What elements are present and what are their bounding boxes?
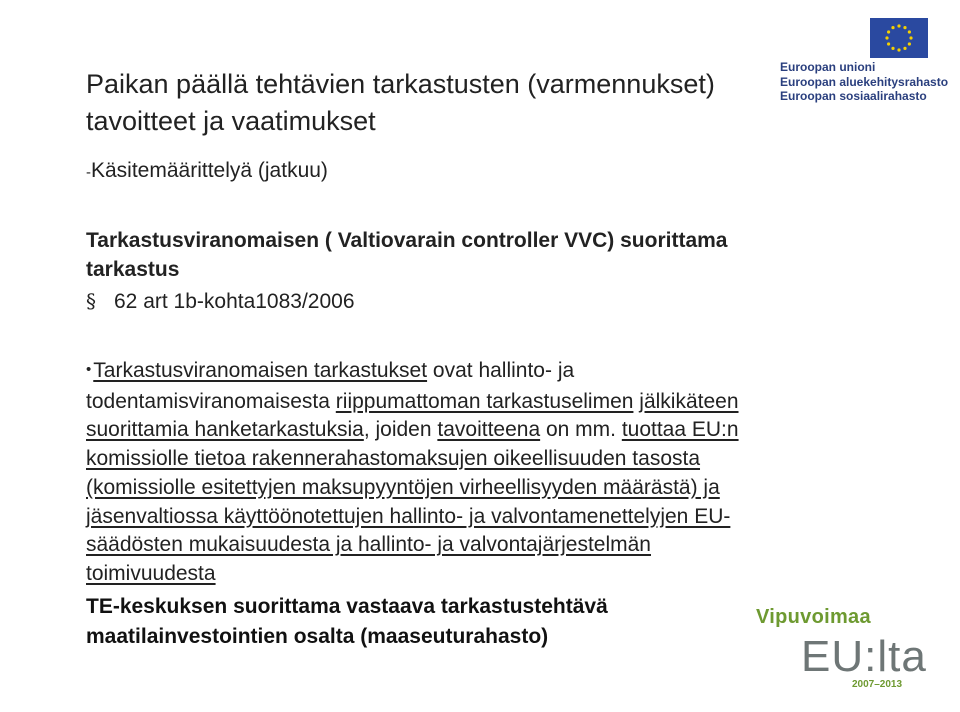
- bottom-note: [86, 592, 746, 652]
- bullet-icon: •: [86, 361, 92, 378]
- body-underlined: jälkikäteen: [639, 389, 739, 413]
- title-line-1: Paikan päällä tehtävien tarkastusten (varmennukset): [86, 69, 715, 99]
- eu-star-icon: [908, 42, 911, 45]
- vipuvoimaa-logo-eu: EU:lta: [801, 632, 927, 681]
- vipuvoimaa-logo-title: Vipuvoimaa: [756, 606, 871, 628]
- heading-line-1: Tarkastusviranomaisen ( Valtiovarain controller VVC) suorittama: [86, 229, 728, 252]
- body-line-3: [86, 416, 916, 445]
- eu-star-icon: [903, 47, 906, 50]
- subtitle: [86, 159, 328, 183]
- body-text: todentamisviranomaisesta: [86, 389, 336, 413]
- body-text: on mm.: [540, 418, 622, 442]
- eu-logo-text: [780, 60, 949, 104]
- eu-star-icon: [908, 30, 911, 33]
- body-link-tarkastukset: Tarkastusviranomaisen tarkastukset: [93, 359, 428, 382]
- section-symbol-icon: §: [86, 289, 96, 313]
- body-line-8: toimivuudesta: [86, 561, 216, 585]
- legal-reference: [86, 289, 355, 314]
- body-underlined: suorittamia hanketarkastuksia: [86, 418, 364, 442]
- body-underlined: riippumattoman tarkastuselimen: [335, 389, 634, 413]
- heading-line-2: tarkastus: [86, 258, 180, 281]
- page-title: [86, 66, 715, 140]
- eu-star-icon: [903, 26, 906, 29]
- body-line-2: [86, 388, 916, 417]
- body-underlined: tavoitteena: [437, 418, 541, 442]
- eu-line-1: Euroopan unioni: [780, 60, 876, 74]
- title-line-2: tavoitteet ja vaatimukset: [86, 106, 376, 136]
- bottom-line-1: TE-keskuksen suorittama vastaava tarkastustehtävä: [86, 595, 608, 618]
- body-underlined: tuottaa EU:n: [621, 418, 739, 442]
- eu-star-icon: [887, 30, 890, 33]
- vipuvoimaa-logo-years: 2007–2013: [852, 679, 903, 690]
- eu-star-icon: [897, 24, 900, 27]
- eu-star-icon: [887, 42, 890, 45]
- body-paragraph: [86, 357, 916, 589]
- subtitle-text: Käsitemäärittelyä (jatkuu): [91, 159, 328, 182]
- body-line-7: säädösten mukaisuudesta ja hallinto- ja valvontajärjestelmän: [86, 533, 651, 557]
- body-text: ovat hallinto- ja: [427, 359, 575, 382]
- eu-star-icon: [891, 47, 894, 50]
- bottom-line-2: maatilainvestointien osalta (maaseuturahasto): [86, 625, 549, 648]
- reference-text: 62 art 1b-kohta1083/2006: [114, 290, 355, 313]
- section-heading: [86, 226, 946, 284]
- body-line-5: (komissiolle esitettyjen maksupyyntöjen virheellisyyden määrästä) ja: [86, 475, 720, 499]
- eu-star-icon: [885, 36, 888, 39]
- eu-line-2: Euroopan aluekehitysrahasto: [780, 74, 949, 89]
- eu-flag-icon: [870, 18, 928, 58]
- body-line-6: jäsenvaltiossa käyttöönotettujen hallinto- ja valvontamenettelyjen EU-: [86, 504, 731, 528]
- subtitle-dash: -: [86, 164, 91, 181]
- eu-star-icon: [891, 26, 894, 29]
- eu-line-3: Euroopan sosiaalirahasto: [780, 89, 927, 103]
- eu-star-icon: [909, 36, 912, 39]
- body-line-4: komissiolle tietoa rakennerahastomaksujen oikeellisuuden tasosta: [86, 447, 701, 471]
- body-line-1: [86, 357, 916, 388]
- body-text: , joiden: [363, 418, 438, 442]
- eu-star-icon: [897, 48, 900, 51]
